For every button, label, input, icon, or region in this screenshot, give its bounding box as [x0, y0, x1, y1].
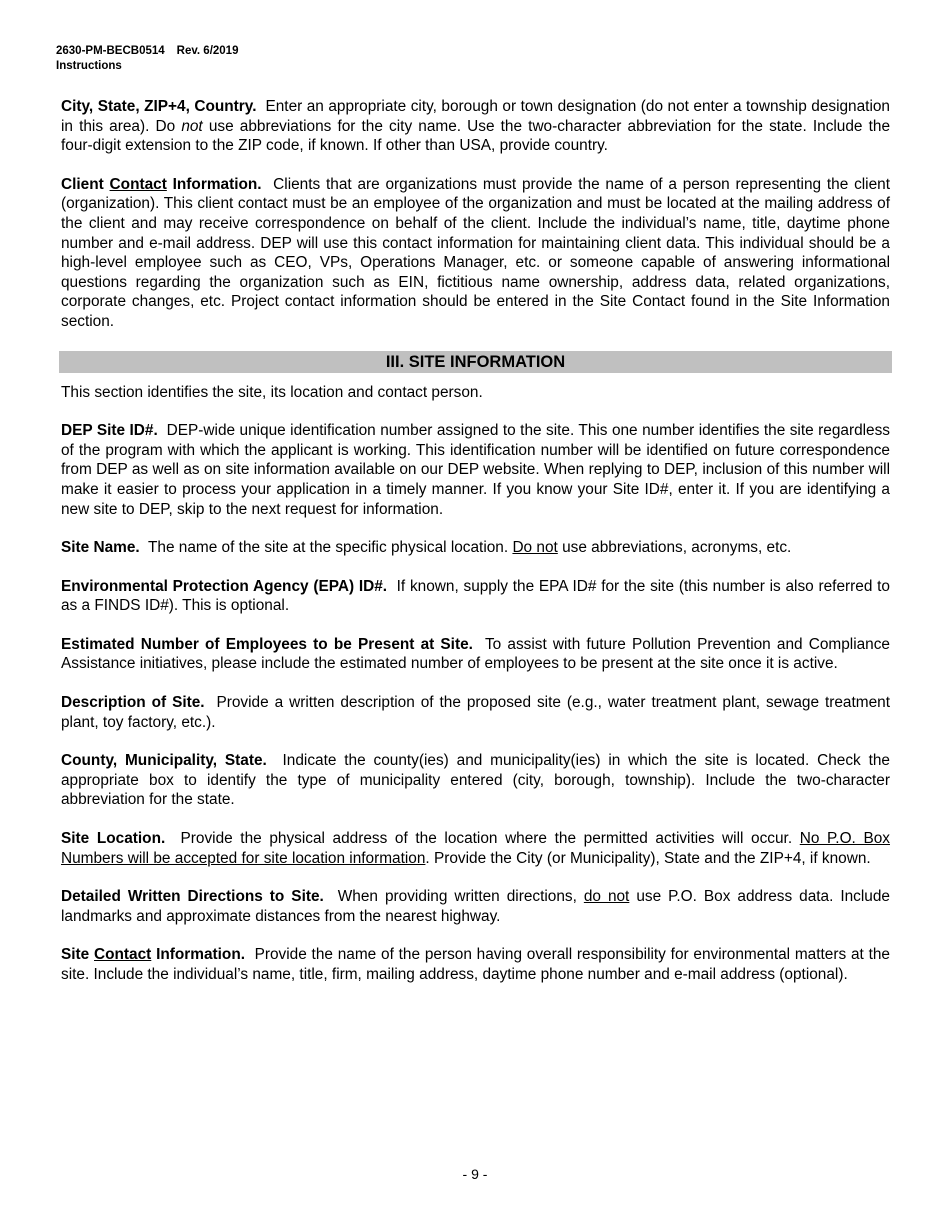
paragraph-heading: Description of Site. — [61, 694, 205, 712]
paragraph-heading: Client Contact Information. — [61, 175, 262, 193]
paragraph-text: use abbreviations, acronyms, etc. — [557, 539, 792, 557]
paragraph-employees — [61, 635, 890, 674]
underlined-text: Do not — [512, 539, 558, 557]
paragraph-text: . Provide the City (or Municipality), State and the ZIP+4, if known. — [425, 849, 871, 867]
section-title-bar: III. SITE INFORMATION — [59, 351, 892, 373]
paragraph-text: If known, supply the EPA ID# for the site (this number is also referred to as a FINDS ID#). This is optional. — [61, 577, 890, 615]
revision: Rev. 6/2019 — [176, 45, 239, 57]
paragraph-directions — [61, 887, 890, 926]
paragraph-site-contact — [61, 945, 890, 984]
paragraph-heading: County, Municipality, State. — [61, 752, 267, 770]
paragraph-heading: Site Name. — [61, 539, 140, 557]
paragraph-heading: Detailed Written Directions to Site. — [61, 888, 324, 906]
underlined-text: do not — [583, 888, 630, 906]
paragraph-heading: Site Location. — [61, 830, 166, 848]
paragraph-heading: City, State, ZIP+4, Country. — [61, 98, 257, 115]
underlined-text: No P.O. Box Numbers will be accepted for site location information — [61, 830, 890, 867]
paragraph-text: Provide the name of the person having overall responsibility for environmental matters at the site. Include the individual’s name, title, firm, mailing address, daytime phone number and e-mail address (optional). — [61, 946, 890, 983]
paragraph-heading: Estimated Number of Employees to be Present at Site. — [61, 635, 473, 653]
paragraph-text: Provide a written description of the proposed site (e.g., water treatment plant, sewage treatment plant, toy factory, etc.). — [61, 694, 890, 731]
paragraph-city-state — [61, 97, 890, 156]
page-number: - 9 - — [462, 1166, 488, 1182]
emphasis-text: not — [181, 117, 203, 135]
paragraph-text: use P.O. Box address data. Include landmarks and approximate distances from the nearest highway. — [61, 888, 890, 925]
paragraph-text: The name of the site at the specific physical location. — [147, 539, 513, 557]
paragraph-site-location — [61, 829, 890, 868]
paragraph-epa-id — [61, 577, 890, 616]
paragraph-text: Enter an appropriate city, borough or town designation (do not enter a township designation in this area). Do — [61, 98, 890, 135]
paragraph-heading: DEP Site ID#. — [61, 422, 158, 440]
paragraph-text: use abbreviations for the city name. Use the two-character abbreviation for the state. Include the four-digit extension to the ZIP code, if known. If other than USA, provide country. — [61, 117, 891, 155]
paragraph-description — [61, 693, 890, 732]
section-intro: This section identifies the site, its location and contact person. — [61, 383, 483, 401]
paragraph-client-contact — [61, 175, 890, 332]
paragraph-text: DEP-wide unique identification number assigned to the site. This one number identifies the site regardless of the program with which the applicant is working. This identification number will be identified on future correspondence from DEP as well as on site information available on our DEP website. When replying to DEP, inclusion of this number will make it easier to process your application in a timely manner. If you know your Site ID#, enter it. If you are identifying a new site to DEP, skip to the next request for information. — [61, 422, 891, 518]
paragraph-dep-site-id — [61, 421, 890, 519]
paragraph-text: When providing written directions, — [337, 888, 584, 906]
paragraph-text: Clients that are organizations must provide the name of a person representing the client (organization). This client contact must be an employee of the organization and must be located at the mailing address of the client and may receive correspondence on behalf of the client. Include the individual’s name, title, daytime phone number and e-mail address. DEP will use this contact information for maintaining client data. This individual should be a high-level employee such as CEO, VPs, Operations Manager, etc. or someone capable of answering informational questions regarding the organization such as EIN, fictitious name ownership, address data, related organizations, corporate changes, etc. Project contact information should be entered in the Site Contact found in the Site Information section. — [61, 175, 891, 330]
form-id: 2630-PM-BECB0514 — [56, 45, 165, 57]
paragraph-heading: Site Contact Information. — [61, 946, 246, 964]
paragraph-text: Indicate the county(ies) and municipality(ies) in which the site is located. Check the appropriate box to identify the type of municipality entered (city, borough, township). Include the two-character abbreviation for the state. — [61, 752, 890, 809]
paragraph-county — [61, 751, 890, 810]
document-body — [61, 97, 890, 1004]
paragraph-text: Provide the physical address of the location where the permitted activities will occur. — [180, 830, 800, 848]
header-subtitle: Instructions — [56, 60, 122, 72]
page-header — [56, 44, 238, 74]
paragraph-heading: Environmental Protection Agency (EPA) ID#. — [61, 577, 388, 595]
paragraph-text: To assist with future Pollution Prevention and Compliance Assistance initiatives, please include the estimated number of employees to be present at the site once it is active. — [61, 635, 890, 673]
paragraph-site-name — [61, 538, 890, 558]
